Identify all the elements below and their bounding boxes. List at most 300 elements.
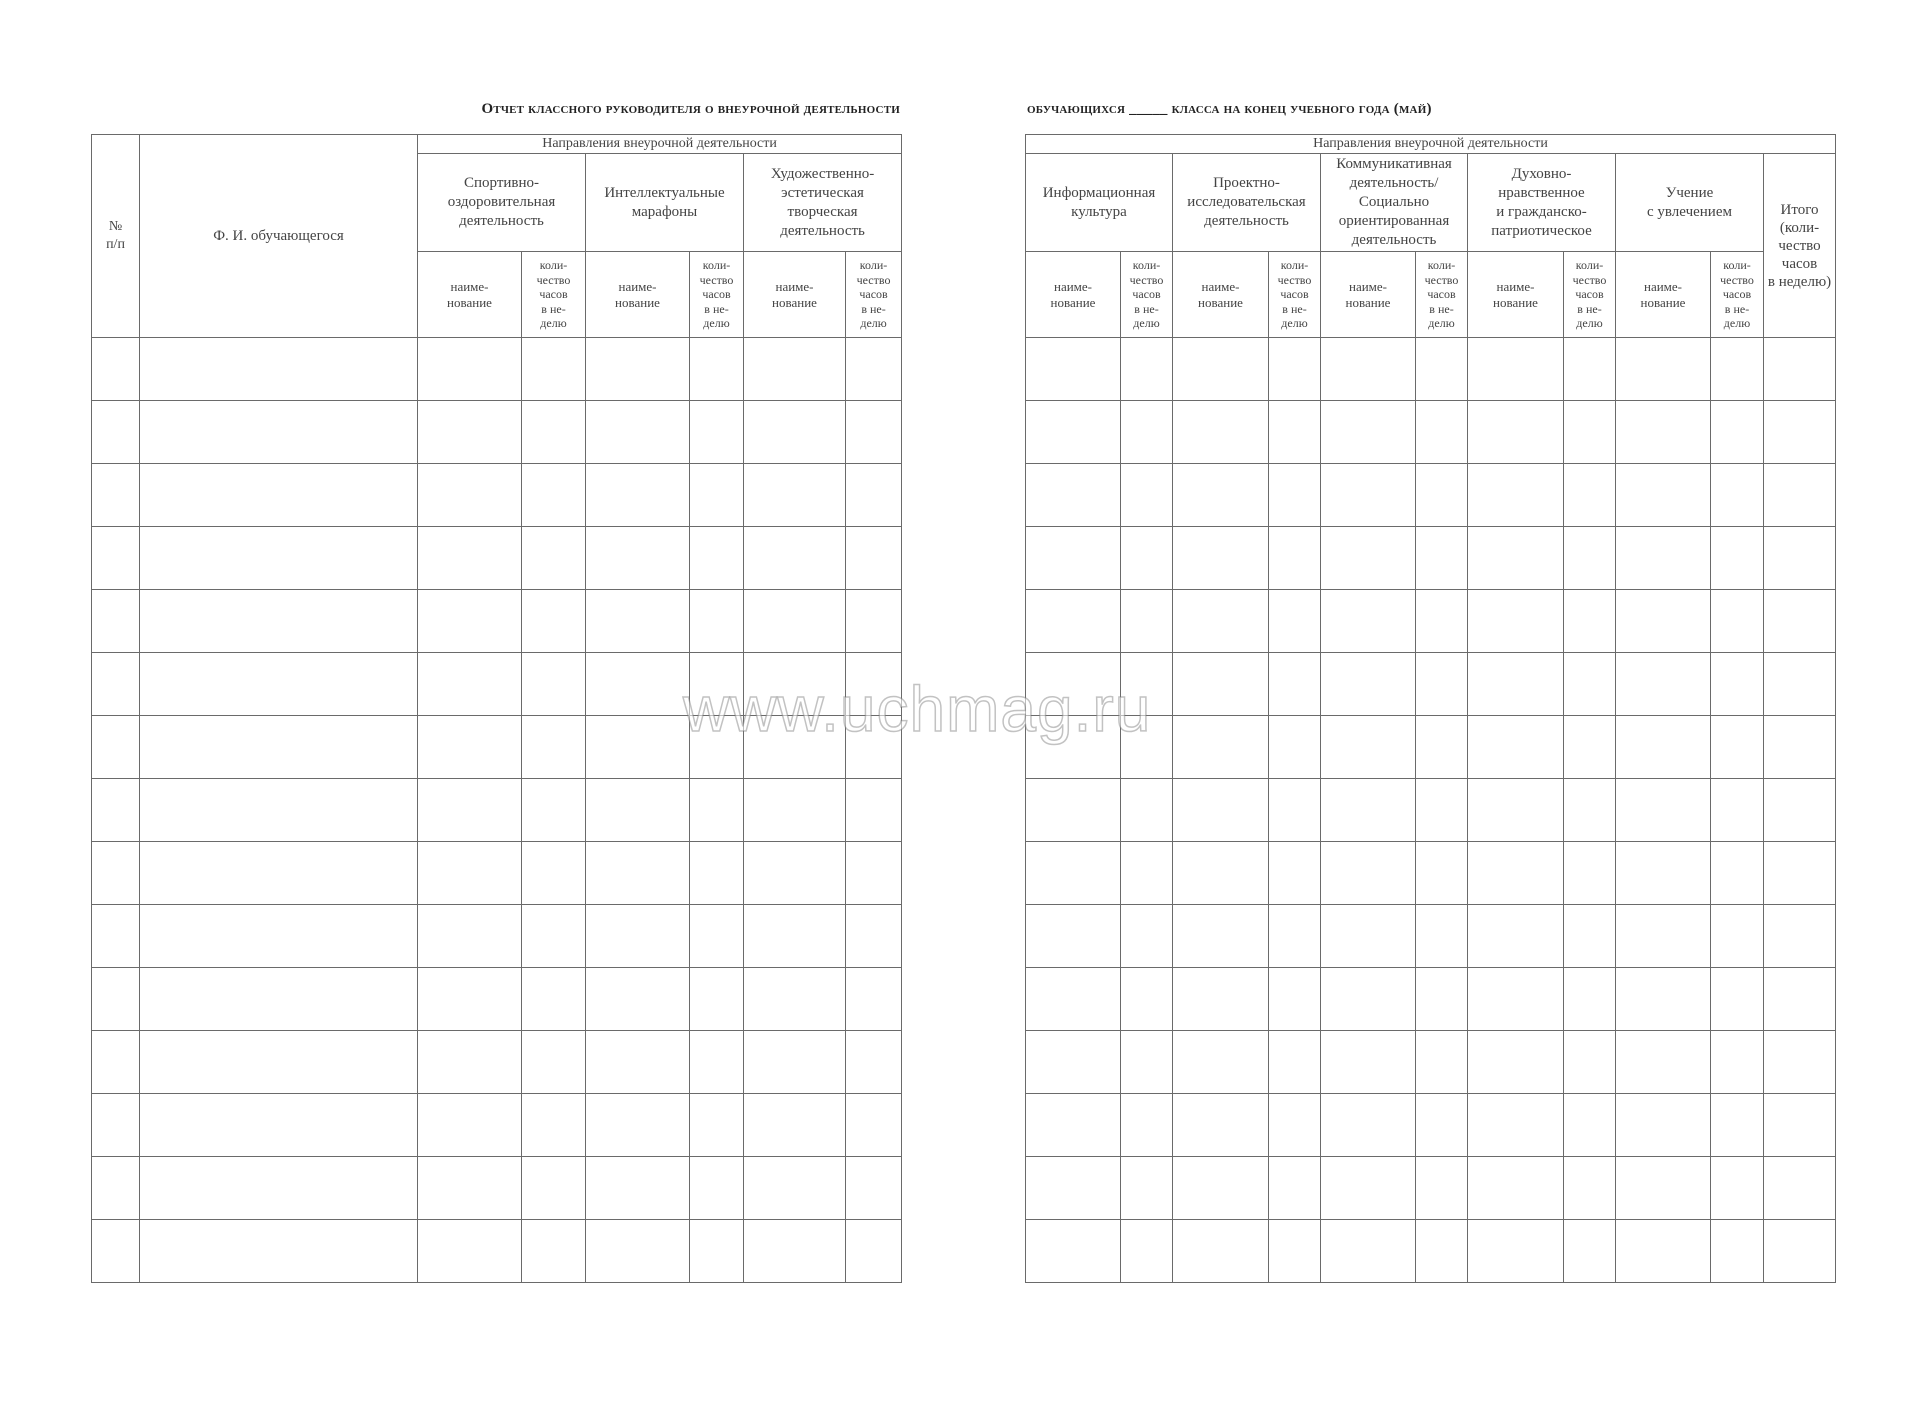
table-cell[interactable] xyxy=(846,968,902,1031)
table-cell[interactable] xyxy=(1026,716,1121,779)
table-cell[interactable] xyxy=(522,779,586,842)
right-page-title: обучающихся _____ класса на конец учебного года (май) xyxy=(1027,101,1432,117)
table-cell[interactable] xyxy=(1564,779,1616,842)
table-cell[interactable] xyxy=(1321,779,1416,842)
table-cell[interactable] xyxy=(690,653,744,716)
table-cell[interactable] xyxy=(92,716,140,779)
table-cell[interactable] xyxy=(744,590,846,653)
table-cell[interactable] xyxy=(1121,401,1173,464)
table-cell[interactable] xyxy=(846,527,902,590)
table-cell[interactable] xyxy=(1764,401,1836,464)
table-cell[interactable] xyxy=(1173,1031,1269,1094)
table-cell[interactable] xyxy=(92,464,140,527)
table-cell[interactable] xyxy=(1416,905,1468,968)
table-cell[interactable] xyxy=(1026,779,1121,842)
table-cell[interactable] xyxy=(1121,779,1173,842)
table-cell[interactable] xyxy=(1321,401,1416,464)
table-cell[interactable] xyxy=(1764,842,1836,905)
sub-header-name: наиме- нование xyxy=(1616,252,1711,338)
table-cell[interactable] xyxy=(1121,1094,1173,1157)
table-cell[interactable] xyxy=(418,968,522,1031)
table-cell[interactable] xyxy=(1468,590,1564,653)
table-cell[interactable] xyxy=(1321,905,1416,968)
table-cell[interactable] xyxy=(1173,527,1269,590)
table-cell[interactable] xyxy=(744,779,846,842)
table-cell[interactable] xyxy=(1711,401,1764,464)
table-cell[interactable] xyxy=(586,1220,690,1283)
table-cell[interactable] xyxy=(846,401,902,464)
table-cell[interactable] xyxy=(522,527,586,590)
sub-header-name: наиме- нование xyxy=(1468,252,1564,338)
table-cell[interactable] xyxy=(1711,779,1764,842)
table-cell[interactable] xyxy=(522,716,586,779)
table-cell[interactable] xyxy=(690,905,744,968)
table-cell[interactable] xyxy=(744,968,846,1031)
table-cell[interactable] xyxy=(522,653,586,716)
table-cell[interactable] xyxy=(522,1031,586,1094)
table-cell[interactable] xyxy=(1764,653,1836,716)
table-cell[interactable] xyxy=(1173,905,1269,968)
table-cell[interactable] xyxy=(140,716,418,779)
table-cell[interactable] xyxy=(418,401,522,464)
table-cell[interactable] xyxy=(744,1031,846,1094)
table-cell[interactable] xyxy=(1026,401,1121,464)
table-cell[interactable] xyxy=(140,1031,418,1094)
table-cell[interactable] xyxy=(1269,527,1321,590)
table-cell[interactable] xyxy=(1711,842,1764,905)
table-cell[interactable] xyxy=(1416,842,1468,905)
table-cell[interactable] xyxy=(846,842,902,905)
table-cell[interactable] xyxy=(1468,842,1564,905)
table-cell[interactable] xyxy=(1764,716,1836,779)
table-cell[interactable] xyxy=(1564,464,1616,527)
table-cell[interactable] xyxy=(1764,1094,1836,1157)
table-cell[interactable] xyxy=(586,401,690,464)
left-table-row xyxy=(92,401,902,464)
table-cell[interactable] xyxy=(92,1220,140,1283)
table-cell[interactable] xyxy=(846,1220,902,1283)
table-cell[interactable] xyxy=(1173,1094,1269,1157)
table-cell[interactable] xyxy=(1173,968,1269,1031)
table-cell[interactable] xyxy=(140,1094,418,1157)
table-cell[interactable] xyxy=(1026,968,1121,1031)
table-cell[interactable] xyxy=(1564,905,1616,968)
table-cell[interactable] xyxy=(1564,716,1616,779)
table-cell[interactable] xyxy=(1173,1220,1269,1283)
table-cell[interactable] xyxy=(1616,401,1711,464)
table-cell[interactable] xyxy=(1616,779,1711,842)
table-cell[interactable] xyxy=(1173,590,1269,653)
table-cell[interactable] xyxy=(92,527,140,590)
left-table-row xyxy=(92,1094,902,1157)
table-cell[interactable] xyxy=(140,338,418,401)
table-cell[interactable] xyxy=(1711,1094,1764,1157)
table-cell[interactable] xyxy=(1711,716,1764,779)
table-cell[interactable] xyxy=(1121,716,1173,779)
table-cell[interactable] xyxy=(744,653,846,716)
table-cell[interactable] xyxy=(522,1094,586,1157)
table-cell[interactable] xyxy=(586,716,690,779)
table-cell[interactable] xyxy=(690,1094,744,1157)
table-cell[interactable] xyxy=(522,968,586,1031)
table-cell[interactable] xyxy=(744,1094,846,1157)
table-cell[interactable] xyxy=(1564,527,1616,590)
table-cell[interactable] xyxy=(690,1031,744,1094)
table-cell[interactable] xyxy=(92,968,140,1031)
table-cell[interactable] xyxy=(690,1220,744,1283)
table-cell[interactable] xyxy=(1564,1157,1616,1220)
table-cell[interactable] xyxy=(418,464,522,527)
sub-header-name: наиме- нование xyxy=(586,252,690,338)
table-cell[interactable] xyxy=(418,590,522,653)
table-cell[interactable] xyxy=(1711,1220,1764,1283)
table-cell[interactable] xyxy=(1269,1220,1321,1283)
table-cell[interactable] xyxy=(1564,401,1616,464)
table-cell[interactable] xyxy=(1321,842,1416,905)
table-cell[interactable] xyxy=(1616,905,1711,968)
table-cell[interactable] xyxy=(1173,779,1269,842)
table-cell[interactable] xyxy=(1616,590,1711,653)
table-cell[interactable] xyxy=(1564,842,1616,905)
table-cell[interactable] xyxy=(1616,527,1711,590)
left-page-title: Отчет классного руководителя о внеурочной деятельности xyxy=(481,101,900,117)
table-cell[interactable] xyxy=(140,1220,418,1283)
table-cell[interactable] xyxy=(1468,779,1564,842)
table-cell[interactable] xyxy=(586,338,690,401)
table-cell[interactable] xyxy=(522,1157,586,1220)
table-cell[interactable] xyxy=(744,464,846,527)
table-cell[interactable] xyxy=(1321,1031,1416,1094)
table-cell[interactable] xyxy=(1468,1031,1564,1094)
table-cell[interactable] xyxy=(846,590,902,653)
table-cell[interactable] xyxy=(1764,338,1836,401)
table-cell[interactable] xyxy=(92,401,140,464)
table-cell[interactable] xyxy=(1416,401,1468,464)
table-cell[interactable] xyxy=(1416,338,1468,401)
table-cell[interactable] xyxy=(1173,842,1269,905)
table-cell[interactable] xyxy=(1416,527,1468,590)
table-cell[interactable] xyxy=(1616,1220,1711,1283)
table-cell[interactable] xyxy=(846,1157,902,1220)
table-cell[interactable] xyxy=(1416,653,1468,716)
table-cell[interactable] xyxy=(1269,968,1321,1031)
table-cell[interactable] xyxy=(1321,968,1416,1031)
table-cell[interactable] xyxy=(586,1094,690,1157)
table-cell[interactable] xyxy=(1764,779,1836,842)
table-cell[interactable] xyxy=(140,905,418,968)
table-cell[interactable] xyxy=(1321,1220,1416,1283)
table-cell[interactable] xyxy=(1416,464,1468,527)
group-header-communicative: Коммуникативная деятельность/ Социально ориентированная деятельность xyxy=(1321,154,1468,252)
table-cell[interactable] xyxy=(1026,842,1121,905)
table-cell[interactable] xyxy=(1468,401,1564,464)
table-cell[interactable] xyxy=(1764,905,1836,968)
table-cell[interactable] xyxy=(1026,1031,1121,1094)
table-cell[interactable] xyxy=(690,968,744,1031)
table-cell[interactable] xyxy=(1121,464,1173,527)
table-cell[interactable] xyxy=(1269,1094,1321,1157)
table-cell[interactable] xyxy=(1764,968,1836,1031)
table-cell[interactable] xyxy=(522,464,586,527)
table-cell[interactable] xyxy=(1173,338,1269,401)
table-cell[interactable] xyxy=(1564,1031,1616,1094)
table-cell[interactable] xyxy=(1321,338,1416,401)
table-cell[interactable] xyxy=(1616,716,1711,779)
table-cell[interactable] xyxy=(418,338,522,401)
table-cell[interactable] xyxy=(744,1157,846,1220)
table-cell[interactable] xyxy=(1321,1094,1416,1157)
table-cell[interactable] xyxy=(418,1220,522,1283)
table-cell[interactable] xyxy=(140,590,418,653)
table-cell[interactable] xyxy=(522,401,586,464)
table-cell[interactable] xyxy=(1764,1157,1836,1220)
sub-header-name: наиме- нование xyxy=(1321,252,1416,338)
table-cell[interactable] xyxy=(522,1220,586,1283)
table-cell[interactable] xyxy=(418,527,522,590)
table-cell[interactable] xyxy=(92,1031,140,1094)
table-cell[interactable] xyxy=(1173,653,1269,716)
table-cell[interactable] xyxy=(1026,1094,1121,1157)
table-cell[interactable] xyxy=(690,527,744,590)
table-cell[interactable] xyxy=(92,905,140,968)
table-cell[interactable] xyxy=(846,905,902,968)
table-cell[interactable] xyxy=(418,716,522,779)
table-cell[interactable] xyxy=(846,464,902,527)
table-cell[interactable] xyxy=(1321,653,1416,716)
table-cell[interactable] xyxy=(1764,1031,1836,1094)
table-cell[interactable] xyxy=(1269,590,1321,653)
table-cell[interactable] xyxy=(1269,716,1321,779)
table-cell[interactable] xyxy=(92,653,140,716)
table-cell[interactable] xyxy=(92,779,140,842)
table-cell[interactable] xyxy=(744,401,846,464)
table-cell[interactable] xyxy=(1711,968,1764,1031)
table-cell[interactable] xyxy=(1173,401,1269,464)
table-cell[interactable] xyxy=(1711,1157,1764,1220)
table-cell[interactable] xyxy=(140,401,418,464)
table-cell[interactable] xyxy=(140,527,418,590)
table-cell[interactable] xyxy=(1711,338,1764,401)
table-cell[interactable] xyxy=(1026,905,1121,968)
table-cell[interactable] xyxy=(744,842,846,905)
sub-header-hours: коли- чество часов в не- делю xyxy=(846,252,902,338)
table-cell[interactable] xyxy=(1468,464,1564,527)
table-cell[interactable] xyxy=(1616,653,1711,716)
table-cell[interactable] xyxy=(1026,338,1121,401)
table-cell[interactable] xyxy=(744,338,846,401)
table-cell[interactable] xyxy=(1468,527,1564,590)
table-cell[interactable] xyxy=(1416,779,1468,842)
table-cell[interactable] xyxy=(1269,401,1321,464)
table-cell[interactable] xyxy=(1564,1094,1616,1157)
table-cell[interactable] xyxy=(1711,527,1764,590)
table-cell[interactable] xyxy=(846,716,902,779)
table-cell[interactable] xyxy=(1321,527,1416,590)
table-cell[interactable] xyxy=(1269,1157,1321,1220)
table-cell[interactable] xyxy=(1121,968,1173,1031)
table-cell[interactable] xyxy=(1121,1031,1173,1094)
table-cell[interactable] xyxy=(1269,338,1321,401)
table-cell[interactable] xyxy=(690,842,744,905)
table-cell[interactable] xyxy=(1416,968,1468,1031)
table-cell[interactable] xyxy=(586,968,690,1031)
table-cell[interactable] xyxy=(586,842,690,905)
table-cell[interactable] xyxy=(1416,716,1468,779)
table-cell[interactable] xyxy=(586,1031,690,1094)
table-cell[interactable] xyxy=(522,905,586,968)
table-cell[interactable] xyxy=(1121,1220,1173,1283)
table-cell[interactable] xyxy=(744,716,846,779)
table-cell[interactable] xyxy=(1321,716,1416,779)
table-cell[interactable] xyxy=(744,905,846,968)
table-cell[interactable] xyxy=(1026,527,1121,590)
table-cell[interactable] xyxy=(140,779,418,842)
table-cell[interactable] xyxy=(690,716,744,779)
table-cell[interactable] xyxy=(140,842,418,905)
table-cell[interactable] xyxy=(1711,464,1764,527)
table-cell[interactable] xyxy=(1468,1157,1564,1220)
table-cell[interactable] xyxy=(418,1157,522,1220)
table-cell[interactable] xyxy=(418,1094,522,1157)
table-cell[interactable] xyxy=(744,1220,846,1283)
table-cell[interactable] xyxy=(586,779,690,842)
table-cell[interactable] xyxy=(1764,464,1836,527)
table-cell[interactable] xyxy=(418,779,522,842)
table-cell[interactable] xyxy=(1616,968,1711,1031)
table-cell[interactable] xyxy=(1564,968,1616,1031)
table-cell[interactable] xyxy=(1711,590,1764,653)
table-cell[interactable] xyxy=(1121,653,1173,716)
table-cell[interactable] xyxy=(586,590,690,653)
table-cell[interactable] xyxy=(1616,1031,1711,1094)
table-cell[interactable] xyxy=(1711,905,1764,968)
table-cell[interactable] xyxy=(1468,968,1564,1031)
table-cell[interactable] xyxy=(418,653,522,716)
table-cell[interactable] xyxy=(1468,905,1564,968)
table-cell[interactable] xyxy=(140,653,418,716)
table-cell[interactable] xyxy=(1269,842,1321,905)
table-cell[interactable] xyxy=(690,590,744,653)
table-cell[interactable] xyxy=(846,1094,902,1157)
table-cell[interactable] xyxy=(1416,1094,1468,1157)
table-cell[interactable] xyxy=(1564,1220,1616,1283)
sub-header-name: наиме- нование xyxy=(1173,252,1269,338)
table-cell[interactable] xyxy=(1416,590,1468,653)
table-cell[interactable] xyxy=(1564,590,1616,653)
table-cell[interactable] xyxy=(1173,716,1269,779)
table-cell[interactable] xyxy=(1564,338,1616,401)
table-cell[interactable] xyxy=(1269,464,1321,527)
table-cell[interactable] xyxy=(1616,1094,1711,1157)
table-cell[interactable] xyxy=(522,338,586,401)
table-cell[interactable] xyxy=(586,1157,690,1220)
table-cell[interactable] xyxy=(846,338,902,401)
table-cell[interactable] xyxy=(1564,653,1616,716)
table-cell[interactable] xyxy=(1764,527,1836,590)
table-cell[interactable] xyxy=(1121,842,1173,905)
table-cell[interactable] xyxy=(1121,527,1173,590)
table-cell[interactable] xyxy=(140,1157,418,1220)
table-cell[interactable] xyxy=(1468,338,1564,401)
table-cell[interactable] xyxy=(1269,653,1321,716)
table-cell[interactable] xyxy=(1026,1220,1121,1283)
table-cell[interactable] xyxy=(1764,590,1836,653)
table-cell[interactable] xyxy=(1173,1157,1269,1220)
table-cell[interactable] xyxy=(522,842,586,905)
table-cell[interactable] xyxy=(846,779,902,842)
table-cell[interactable] xyxy=(1173,464,1269,527)
table-cell[interactable] xyxy=(1269,1031,1321,1094)
table-cell[interactable] xyxy=(690,338,744,401)
table-cell[interactable] xyxy=(92,842,140,905)
table-cell[interactable] xyxy=(1616,464,1711,527)
table-cell[interactable] xyxy=(92,338,140,401)
table-cell[interactable] xyxy=(140,464,418,527)
table-cell[interactable] xyxy=(1416,1220,1468,1283)
table-cell[interactable] xyxy=(1121,590,1173,653)
table-cell[interactable] xyxy=(1321,1157,1416,1220)
table-cell[interactable] xyxy=(1321,464,1416,527)
table-cell[interactable] xyxy=(690,464,744,527)
table-cell[interactable] xyxy=(92,590,140,653)
table-cell[interactable] xyxy=(1026,590,1121,653)
table-cell[interactable] xyxy=(1468,1094,1564,1157)
table-cell[interactable] xyxy=(92,1157,140,1220)
directions-header: Направления внеурочной деятельности xyxy=(418,135,902,154)
table-cell[interactable] xyxy=(586,905,690,968)
table-cell[interactable] xyxy=(1616,338,1711,401)
group-header-intellectual: Интеллектуальные марафоны xyxy=(586,154,744,252)
table-cell[interactable] xyxy=(418,905,522,968)
table-cell[interactable] xyxy=(1711,653,1764,716)
table-cell[interactable] xyxy=(744,527,846,590)
table-cell[interactable] xyxy=(690,1157,744,1220)
table-cell[interactable] xyxy=(690,779,744,842)
table-cell[interactable] xyxy=(1026,464,1121,527)
left-report-table xyxy=(91,134,902,1283)
table-cell[interactable] xyxy=(1416,1031,1468,1094)
table-cell[interactable] xyxy=(1121,905,1173,968)
table-cell[interactable] xyxy=(690,401,744,464)
table-cell[interactable] xyxy=(1616,842,1711,905)
table-cell[interactable] xyxy=(418,1031,522,1094)
table-cell[interactable] xyxy=(1269,779,1321,842)
table-cell[interactable] xyxy=(1468,653,1564,716)
table-cell[interactable] xyxy=(1416,1157,1468,1220)
table-cell[interactable] xyxy=(1026,1157,1121,1220)
table-cell[interactable] xyxy=(1764,1220,1836,1283)
table-cell[interactable] xyxy=(1121,1157,1173,1220)
table-cell[interactable] xyxy=(1468,716,1564,779)
table-cell[interactable] xyxy=(140,968,418,1031)
table-cell[interactable] xyxy=(522,590,586,653)
table-cell[interactable] xyxy=(1321,590,1416,653)
table-cell[interactable] xyxy=(586,464,690,527)
sub-header-hours: коли- чество часов в не- делю xyxy=(1564,252,1616,338)
table-cell[interactable] xyxy=(1468,1220,1564,1283)
table-cell[interactable] xyxy=(1711,1031,1764,1094)
table-cell[interactable] xyxy=(586,653,690,716)
table-cell[interactable] xyxy=(586,527,690,590)
table-cell[interactable] xyxy=(1121,338,1173,401)
table-cell[interactable] xyxy=(846,1031,902,1094)
table-cell[interactable] xyxy=(1269,905,1321,968)
table-cell[interactable] xyxy=(1026,653,1121,716)
table-cell[interactable] xyxy=(1616,1157,1711,1220)
table-cell[interactable] xyxy=(846,653,902,716)
table-cell[interactable] xyxy=(418,842,522,905)
table-cell[interactable] xyxy=(92,1094,140,1157)
